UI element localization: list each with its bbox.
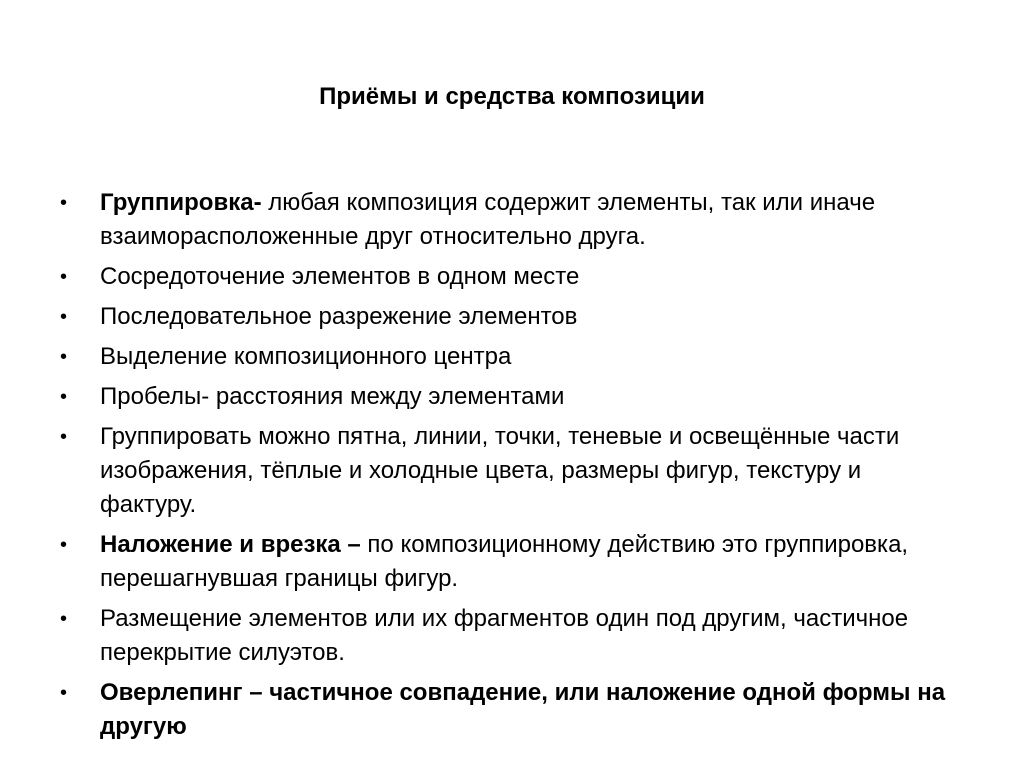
bullet-text: Последовательное разрежение элементов — [100, 303, 578, 330]
bullet-bold-text: Группировка- — [100, 189, 262, 216]
bullet-icon: • — [60, 192, 68, 214]
bullet-text: по композиционному действию это группировка, перешагнувшая границы фигур. — [100, 531, 909, 592]
bullet-icon: • — [60, 346, 68, 368]
bullet-bold-text: Наложение и врезка – — [100, 531, 361, 558]
slide-title: Приёмы и средства композиции — [319, 83, 705, 110]
bullet-item-gaps — [60, 380, 960, 414]
bullet-item-group-what — [60, 420, 960, 522]
bullet-text: любая композиция содержит элементы, так или иначе взаиморасположенные друг относительно друга. — [100, 189, 876, 250]
bullet-item-center — [60, 340, 960, 374]
bullet-icon: • — [60, 386, 68, 408]
bullet-text: Размещение элементов или их фрагментов один под другим, частичное перекрытие силуэтов. — [100, 605, 909, 666]
bullet-icon: • — [60, 306, 68, 328]
bullet-item-grouping — [60, 186, 960, 254]
bullet-icon: • — [60, 534, 68, 556]
bullet-icon: • — [60, 608, 68, 630]
bullet-item-overlay — [60, 528, 960, 596]
bullet-list — [60, 186, 960, 750]
bullet-item-concentration — [60, 260, 960, 294]
bullet-icon: • — [60, 426, 68, 448]
bullet-text: Сосредоточение элементов в одном месте — [100, 263, 580, 290]
bullet-bold-text: Оверлепинг – частичное совпадение, или наложение одной формы на другую — [100, 679, 946, 740]
bullet-icon: • — [60, 682, 68, 704]
bullet-item-overlapping — [60, 676, 960, 744]
bullet-item-rarefaction — [60, 300, 960, 334]
bullet-item-placement — [60, 602, 960, 670]
bullet-icon: • — [60, 266, 68, 288]
bullet-text: Пробелы- расстояния между элементами — [100, 383, 565, 410]
bullet-text: Выделение композиционного центра — [100, 343, 512, 370]
bullet-text: Группировать можно пятна, линии, точки, теневые и освещённые части изображения, тёплые и холодные цвета, размеры фигур, текстуру и фактуру. — [100, 423, 900, 518]
